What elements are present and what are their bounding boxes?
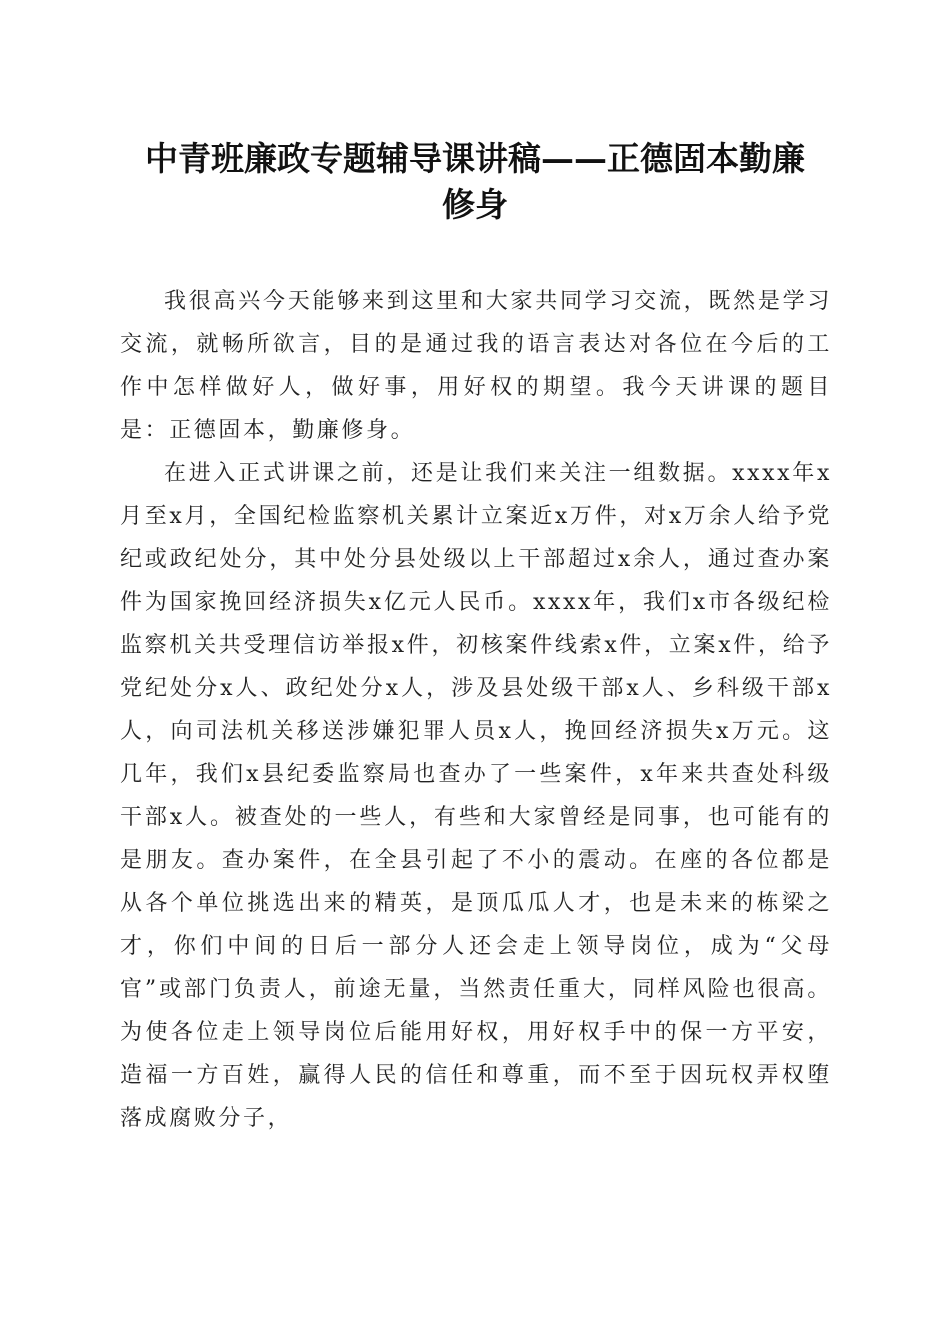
document-title-line2: 修身 xyxy=(442,185,508,224)
paragraph-data: 在进入正式讲课之前，还是让我们来关注一组数据。xxxx年x月至x月，全国纪检监察机关累计立案近x万件，对x万余人给予党纪或政纪处分，其中处分县处级以上干部超过x余人，通过查办案件为国家挽回经济损失x亿元人民币。xxxx年，我们x市各级纪检监察机关共受理信访举报x件，初核案件线索x件，立案x件，给予党纪处分x人、政纪处分x人，涉及县处级干部x人、乡科级干部x人，向司法机关移送涉嫌犯罪人员x人，挽回经济损失x万元。这几年，我们x县纪委监察局也查办了一些案件，x年来共查处科级干部x人。被查处的一些人，有些和大家曾经是同事，也可能有的是朋友。查办案件，在全县引起了不小的震动。在座的各位都是从各个单位挑选出来的精英，是顶瓜瓜人才，也是未来的栋梁之才，你们中间的日后一部分人还会走上领导岗位，成为“父母官”或部门负责人，前途无量，当然责任重大，同样风险也很高。为使各位走上领导岗位后能用好权，用好权手中的保一方平安，造福一方百姓，赢得人民的信任和尊重，而不至于因玩权弄权堕落成腐败分子， xyxy=(120,461,832,1131)
document-title-line1: 中青班廉政专题辅导课讲稿——正德固本勤廉 xyxy=(145,139,805,178)
document-title xyxy=(100,136,850,228)
paragraph-intro: 我很高兴今天能够来到这里和大家共同学习交流，既然是学习交流，就畅所欲言，目的是通过我的语言表达对各位在今后的工作中怎样做好人，做好事，用好权的期望。我今天讲课的题目是：正德固本，勤廉修身。 xyxy=(120,289,832,443)
document-body xyxy=(120,280,832,1140)
